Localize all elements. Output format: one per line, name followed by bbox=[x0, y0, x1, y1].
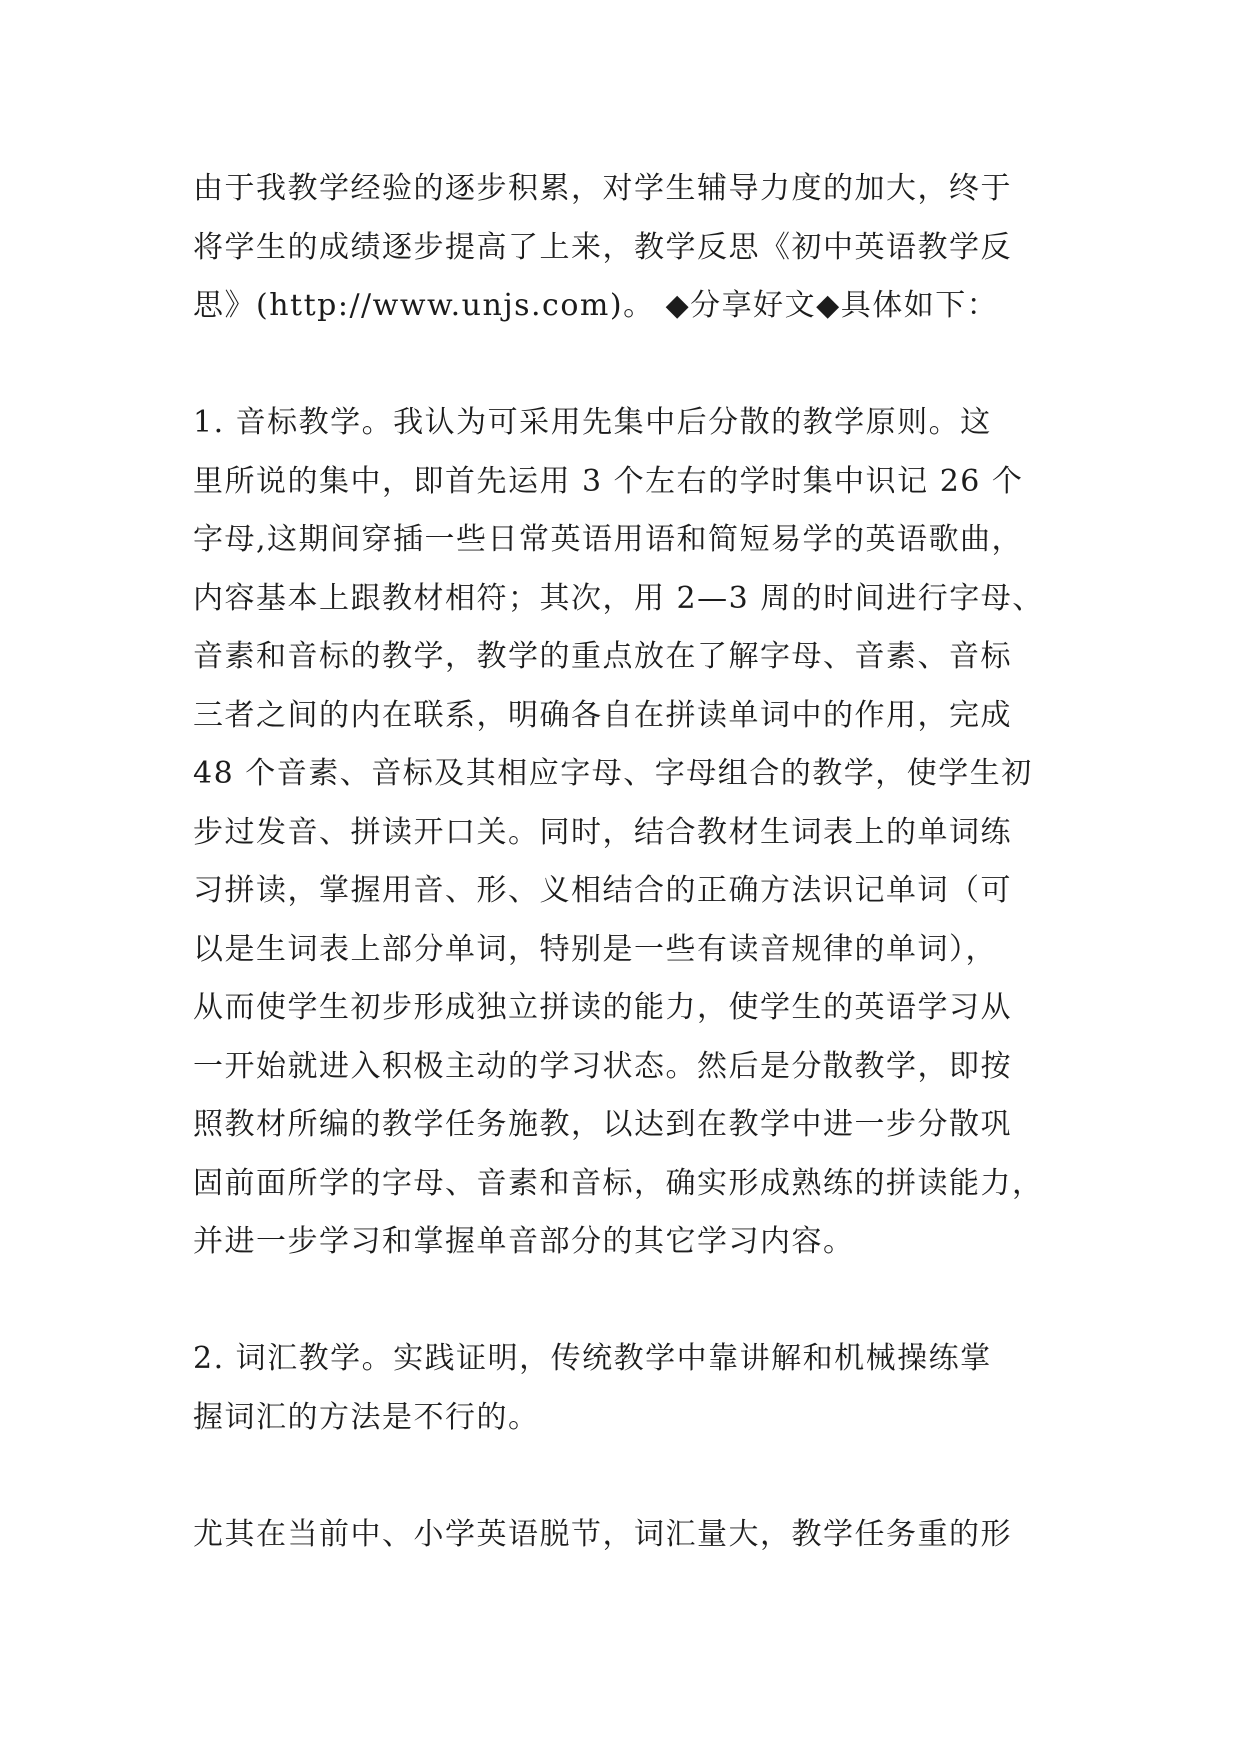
text-line: 步过发音、拼读开口关。同时，结合教材生词表上的单词练 bbox=[193, 814, 1012, 850]
text-line: 并进一步学习和掌握单音部分的其它学习内容。 bbox=[193, 1224, 855, 1259]
text-line: 内容基本上跟教材相符；其次，用 2—3 周的时间进行字母、 bbox=[193, 580, 1044, 616]
text-line: 照教材所编的教学任务施教，以达到在教学中进一步分散巩 bbox=[193, 1107, 1012, 1142]
paragraph-vocabulary bbox=[193, 1330, 1073, 1447]
text-line: 固前面所学的字母、音素和音标，确实形成熟练的拼读能力， bbox=[193, 1165, 1044, 1201]
text-line: 1. 音标教学。我认为可采用先集中后分散的教学原则。这 bbox=[193, 405, 992, 440]
text-line: 三者之间的内在联系，明确各自在拼读单词中的作用，完成 bbox=[193, 697, 1012, 733]
paragraph-continuation bbox=[193, 1506, 1073, 1565]
text-line: 思》(http://www.unjs.com)。 ◆分享好文◆具体如下： bbox=[193, 288, 999, 323]
text-line: 以是生词表上部分单词，特别是一些有读音规律的单词）， bbox=[193, 931, 997, 967]
text-line: 2. 词汇教学。实践证明，传统教学中靠讲解和机械操练掌 bbox=[193, 1341, 992, 1376]
paragraph-intro bbox=[193, 160, 1073, 336]
text-line: 将学生的成绩逐步提高了上来，教学反思《初中英语教学反 bbox=[193, 229, 1012, 265]
text-line: 习拼读，掌握用音、形、义相结合的正确方法识记单词（可 bbox=[193, 873, 1012, 908]
text-line: 音素和音标的教学，教学的重点放在了解字母、音素、音标 bbox=[193, 639, 1012, 674]
text-line: 字母,这期间穿插一些日常英语用语和简短易学的英语歌曲， bbox=[193, 522, 1024, 557]
text-line: 握词汇的方法是不行的。 bbox=[193, 1399, 540, 1435]
paragraph-phonetics bbox=[193, 394, 1073, 1272]
text-line: 尤其在当前中、小学英语脱节，词汇量大，教学任务重的形 bbox=[193, 1516, 1012, 1552]
text-line: 由于我教学经验的逐步积累，对学生辅导力度的加大，终于 bbox=[193, 171, 1012, 206]
paragraph-gap bbox=[193, 1447, 1073, 1506]
paragraph-gap bbox=[193, 1272, 1073, 1331]
paragraph-gap bbox=[193, 336, 1073, 395]
text-line: 48 个音素、音标及其相应字母、字母组合的教学，使学生初 bbox=[193, 756, 1033, 791]
text-line: 一开始就进入积极主动的学习状态。然后是分散教学，即按 bbox=[193, 1048, 1012, 1084]
document-body bbox=[193, 160, 1073, 1564]
text-line: 里所说的集中，即首先运用 3 个左右的学时集中识记 26 个 bbox=[193, 463, 1024, 499]
text-line: 从而使学生初步形成独立拼读的能力，使学生的英语学习从 bbox=[193, 990, 1012, 1025]
